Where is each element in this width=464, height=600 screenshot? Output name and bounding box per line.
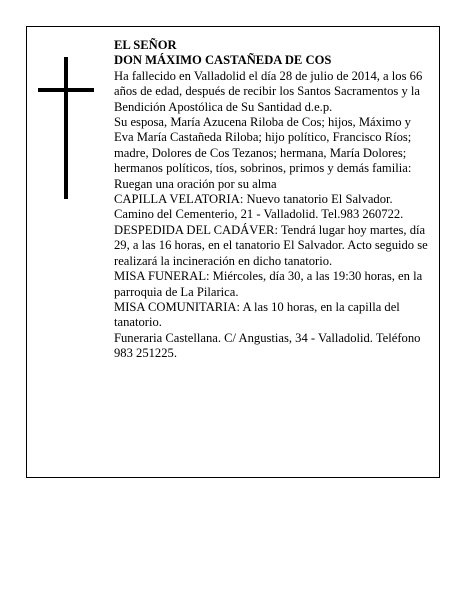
death-paragraph: Ha fallecido en Valladolid el día 28 de julio de 2014, a los 66 años de edad, después de recibir los Santos Sacramentos y la Bendición Apostólica de Su Santidad d.e.p. (114, 68, 423, 114)
deceased-name: DON MÁXIMO CASTAÑEDA DE COS (114, 53, 332, 68)
farewell-paragraph: DESPEDIDA DEL CADÁVER: Tendrá lugar hoy martes, día 29, a las 16 horas, en el tanatorio El Salvador. Acto seguido se realizará la incineración en dicho tanatorio. (114, 222, 428, 268)
prayer-paragraph: Ruegan una oración por su alma (114, 176, 277, 191)
funeral-home-paragraph: Funeraria Castellana. C/ Angustias, 34 - Valladolid. Teléfono 983 251225. (114, 330, 421, 361)
cross-vertical-bar (64, 57, 68, 199)
community-mass-paragraph: MISA COMUNITARIA: A las 10 horas, en la capilla del tanatorio. (114, 299, 400, 330)
cross-icon (38, 57, 94, 199)
funeral-mass-paragraph: MISA FUNERAL: Miércoles, día 30, a las 19:30 horas, en la parroquia de La Pilarica. (114, 269, 423, 299)
heading-title: EL SEÑOR (114, 38, 177, 52)
family-paragraph: Su esposa, María Azucena Riloba de Cos; hijos, Máximo y Eva María Castañeda Riloba; hijo político, Francisco Ríos; madre, Dolores de Cos Tezanos; hermana, María Dolores; hermanos políticos, tíos, sobrinos, primos y demás familia: (114, 115, 412, 176)
obituary-notice (26, 26, 440, 478)
notice-text (114, 38, 432, 362)
chapel-paragraph: CAPILLA VELATORIA: Nuevo tanatorio El Salvador. Camino del Cementerio, 21 - Valladolid. Tel.983 260722. (114, 192, 404, 222)
cross-horizontal-bar (38, 88, 94, 92)
